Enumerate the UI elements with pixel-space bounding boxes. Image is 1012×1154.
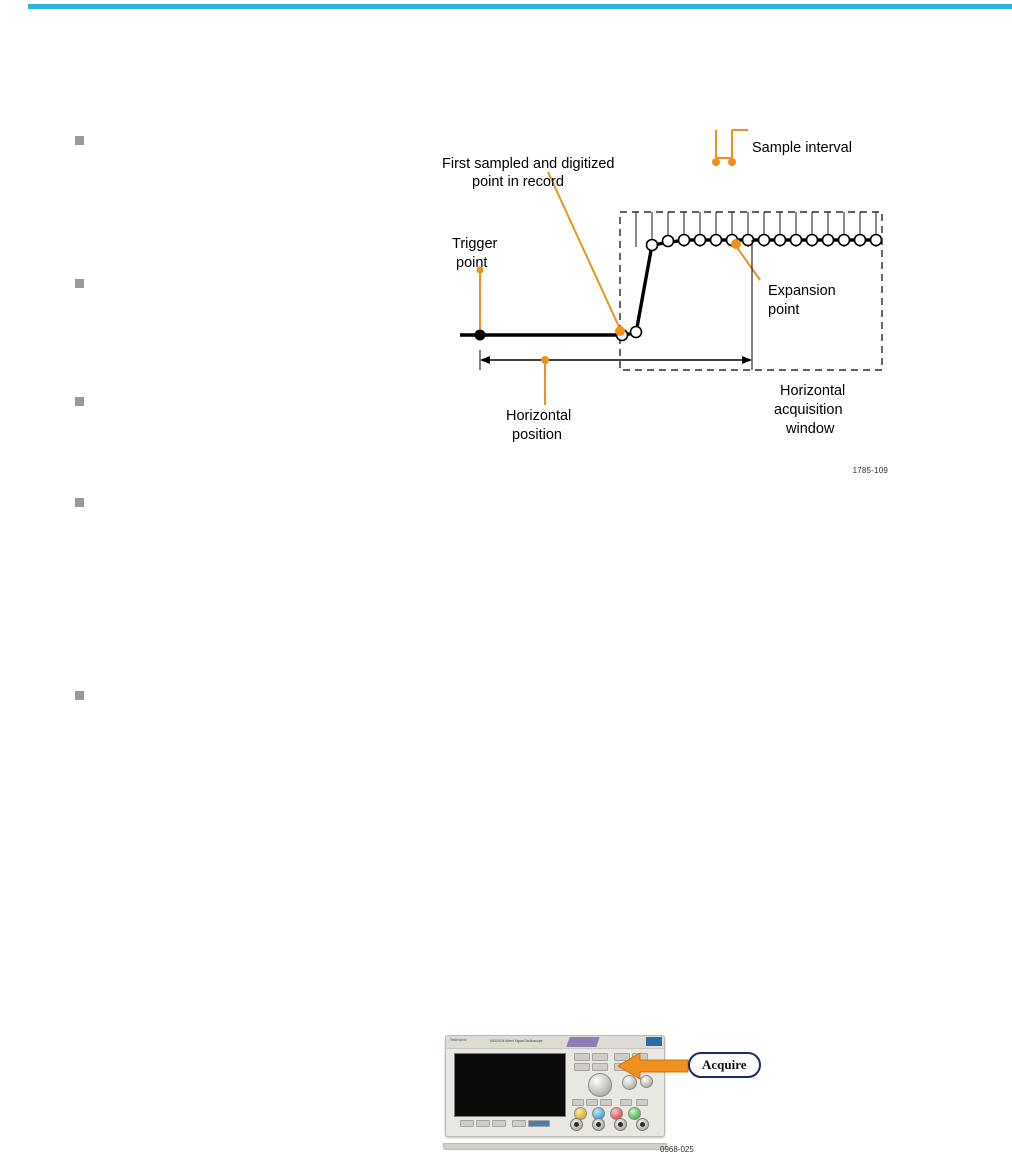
scope-display [454,1053,566,1117]
panel-button[interactable] [620,1099,632,1106]
panel-button[interactable] [600,1099,612,1106]
scope-brand-label: Tektronix [450,1038,467,1042]
scope-top-bar [446,1036,664,1049]
header-accent-rule [28,4,1012,9]
label-horizontal-position-line2: position [512,427,562,443]
scope-accent-purple [566,1037,600,1047]
acquire-callout-arrow [618,1050,690,1082]
bnc-connector-ch1[interactable] [570,1118,583,1131]
scope-connector-row [452,1118,657,1132]
panel-button[interactable] [636,1099,648,1106]
bnc-connector-ch2[interactable] [592,1118,605,1131]
figure-sampling-diagram [430,120,900,475]
figure-oscilloscope [440,1030,770,1154]
scope-accent-blue [646,1037,662,1046]
panel-button[interactable] [574,1063,590,1071]
acquire-callout-label: Acquire [688,1052,761,1078]
list-bullet [75,397,84,406]
multipurpose-knob[interactable] [588,1073,612,1097]
panel-button[interactable] [586,1099,598,1106]
label-acq-window-line2: acquisition [774,402,843,418]
panel-button[interactable] [460,1120,474,1127]
panel-button[interactable] [574,1053,590,1061]
label-first-sampled-line2: point in record [472,174,564,190]
panel-button[interactable] [572,1099,584,1106]
label-trigger-line1: Trigger [452,236,498,252]
label-acq-window-line3: window [786,421,835,437]
list-bullet [75,279,84,288]
label-sample-interval: Sample interval [752,140,852,156]
bnc-connector-ch4[interactable] [636,1118,649,1131]
panel-button[interactable] [492,1120,506,1127]
scope-base [443,1143,667,1150]
panel-button[interactable] [476,1120,490,1127]
label-acq-window-line1: Horizontal [780,383,846,399]
figure-id-label: 1785-109 [852,466,888,475]
panel-button[interactable] [592,1053,608,1061]
label-horizontal-position-line1: Horizontal [506,408,572,424]
list-bullet [75,136,84,145]
usb-port[interactable] [528,1120,550,1127]
bnc-connector-ch3[interactable] [614,1118,627,1131]
label-trigger-line2: point [456,255,488,271]
list-bullet [75,498,84,507]
label-expansion-line2: point [768,302,800,318]
list-bullet [75,691,84,700]
panel-button[interactable] [592,1063,608,1071]
panel-button[interactable] [512,1120,526,1127]
label-first-sampled-line1: First sampled and digitized [442,156,615,172]
figure-id-label: 0968-025 [660,1145,694,1154]
label-expansion-line1: Expansion [768,283,836,299]
scope-model-label: MSO4034 Mixed Signal Oscilloscope [490,1039,543,1043]
